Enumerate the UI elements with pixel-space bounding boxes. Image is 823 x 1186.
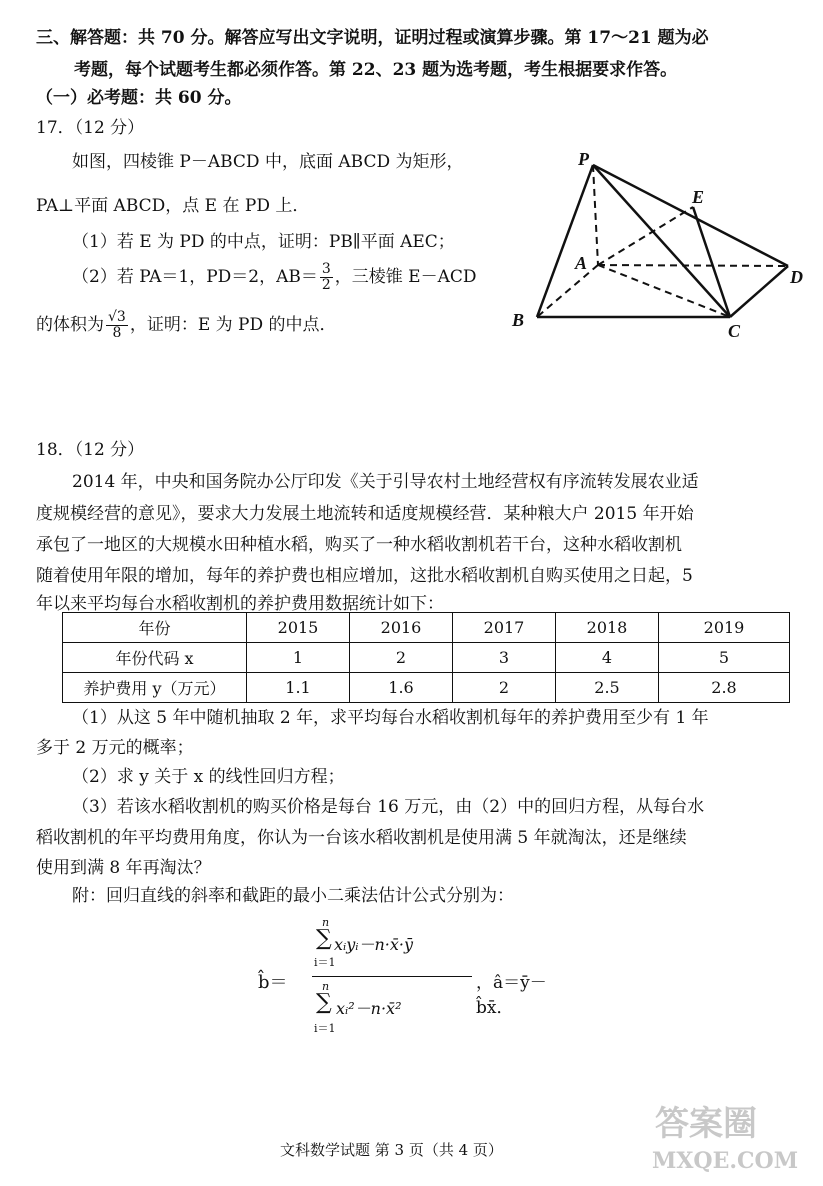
ab-fraction xyxy=(320,262,333,293)
section-heading-line1: 三、解答题：共 70 分。解答应写出文字说明，证明过程或演算步骤。第 17～21 题为必 xyxy=(36,28,709,48)
q18-para-line: 承包了一地区的大规模水田种植水稻，购买了一种水稻收割机若干台，这种水稻收割机 xyxy=(36,535,682,555)
q18-part1-line2: 多于 2 万元的概率； xyxy=(36,738,194,758)
q17-line5 xyxy=(36,310,337,341)
table-row xyxy=(63,613,790,643)
table-cell: 2.5 xyxy=(556,673,659,703)
table-cell: 2017 xyxy=(453,613,556,643)
q18-number: 18．（12 分） xyxy=(36,440,145,460)
q18-para-line: 年以来平均每台水稻收割机的养护费用数据统计如下： xyxy=(36,594,444,614)
q18-para-line: 度规模经营的意见》，要求大力发展土地流转和适度规模经营．某种粮大户 2015 年开始 xyxy=(36,504,694,524)
segment-AC xyxy=(598,265,730,317)
sum-lower-limit: i＝1 xyxy=(314,956,336,969)
volume-denominator: 8 xyxy=(112,325,122,341)
label-D: D xyxy=(790,267,803,287)
table-cell: 2 xyxy=(350,643,453,673)
maintenance-cost-table xyxy=(62,612,790,703)
q17-part2-text-b: ，三棱锥 E－ACD xyxy=(334,267,477,287)
table-cell: 2016 xyxy=(350,613,453,643)
table-cell: 2015 xyxy=(247,613,350,643)
label-E: E xyxy=(692,187,705,207)
denominator-term: xᵢ²－n·x̄² xyxy=(336,999,402,1018)
volume-fraction xyxy=(106,310,128,341)
table-cell: 养护费用 y（万元） xyxy=(63,673,247,703)
label-C: C xyxy=(728,321,741,341)
table-row xyxy=(63,643,790,673)
page-footer: 文科数学试题 第 3 页（共 4 页） xyxy=(280,1141,503,1159)
label-P: P xyxy=(578,149,589,169)
volume-numerator: √3 xyxy=(108,309,126,325)
q18-part3-line3: 使用到满 8 年再淘汰？ xyxy=(36,858,211,878)
q18-part1-line1: （1）从这 5 年中随机抽取 2 年，求平均每台水稻收割机每年的养护费用至少有 1 年 xyxy=(72,708,709,728)
edge-CD xyxy=(730,266,788,317)
sum-symbol: ∑ xyxy=(316,926,332,951)
sum-upper-limit: n xyxy=(322,916,330,929)
table-cell: 3 xyxy=(453,643,556,673)
edge-AD xyxy=(598,265,788,266)
table-cell: 2018 xyxy=(556,613,659,643)
sum-upper-limit: n xyxy=(322,980,330,993)
q17-part1: （1）若 E 为 PD 的中点，证明：PB∥平面 AEC； xyxy=(72,232,455,252)
table-cell: 1.1 xyxy=(247,673,350,703)
q17-part2 xyxy=(72,262,477,293)
edge-PC xyxy=(593,165,730,317)
numerator-term: xᵢyᵢ－n·x̄·ȳ xyxy=(334,935,414,954)
b-hat-label: b̂＝ xyxy=(258,972,288,993)
label-A: A xyxy=(575,253,588,273)
required-subheading: （一）必考题：共 60 分。 xyxy=(36,88,242,108)
watermark-url: MXQE.COM xyxy=(652,1148,799,1174)
label-B: B xyxy=(512,310,525,330)
q17-line5-text-b: ，证明：E 为 PD 的中点． xyxy=(129,315,337,335)
q18-part3-line2: 稻收割机的年平均费用角度，你认为一台该水稻收割机是使用满 5 年就淘汰，还是继续 xyxy=(36,828,687,848)
table-cell: 1 xyxy=(247,643,350,673)
pyramid-figure xyxy=(500,145,820,345)
a-hat-formula: ，â＝ȳ－b̂x̄． xyxy=(476,973,547,1018)
table-cell: 1.6 xyxy=(350,673,453,703)
ab-numerator: 3 xyxy=(321,261,331,277)
q18-para-line: 2014 年，中央和国务院办公厅印发《关于引导农村土地经营权有序流转发展农业适 xyxy=(72,472,699,492)
table-cell: 2.8 xyxy=(659,673,790,703)
section-heading-line2: 考题，每个试题考生都必须作答。第 22、23 题为选考题，考生根据要求作答。 xyxy=(74,60,678,80)
q17-line2: PA⊥平面 ABCD，点 E 在 PD 上． xyxy=(36,196,310,216)
table-cell: 2 xyxy=(453,673,556,703)
q17-line1: 如图，四棱锥 P－ABCD 中，底面 ABCD 为矩形， xyxy=(72,152,464,172)
edge-PB xyxy=(537,165,593,317)
q18-para-line: 随着使用年限的增加，每年的养护费也相应增加，这批水稻收割机自购买使用之日起，5 xyxy=(36,566,693,586)
table-cell: 年份代码 x xyxy=(63,643,247,673)
segment-AE xyxy=(598,207,693,265)
table-cell: 年份 xyxy=(63,613,247,643)
table-row xyxy=(63,673,790,703)
ab-denominator: 2 xyxy=(321,277,331,293)
watermark-logo: 答案圈 xyxy=(655,1104,757,1144)
table-cell: 2019 xyxy=(659,613,790,643)
q18-part3-line1: （3）若该水稻收割机的购买价格是每台 16 万元，由（2）中的回归方程，从每台水 xyxy=(72,797,705,817)
q17-number: 17．（12 分） xyxy=(36,118,145,138)
sum-lower-limit: i＝1 xyxy=(314,1022,336,1035)
q17-part2-text-a: （2）若 PA＝1，PD＝2，AB＝ xyxy=(72,267,318,287)
appendix-line: 附：回归直线的斜率和截距的最小二乘法估计公式分别为： xyxy=(72,886,514,906)
q18-part2: （2）求 y 关于 x 的线性回归方程； xyxy=(72,767,345,787)
table-cell: 4 xyxy=(556,643,659,673)
table-cell: 5 xyxy=(659,643,790,673)
sum-symbol: ∑ xyxy=(316,990,332,1015)
fraction-bar xyxy=(312,976,472,977)
segment-EC xyxy=(693,207,730,317)
q17-line5-text-a: 的体积为 xyxy=(36,315,104,335)
edge-PA xyxy=(593,165,598,265)
regression-formula xyxy=(258,916,568,1046)
